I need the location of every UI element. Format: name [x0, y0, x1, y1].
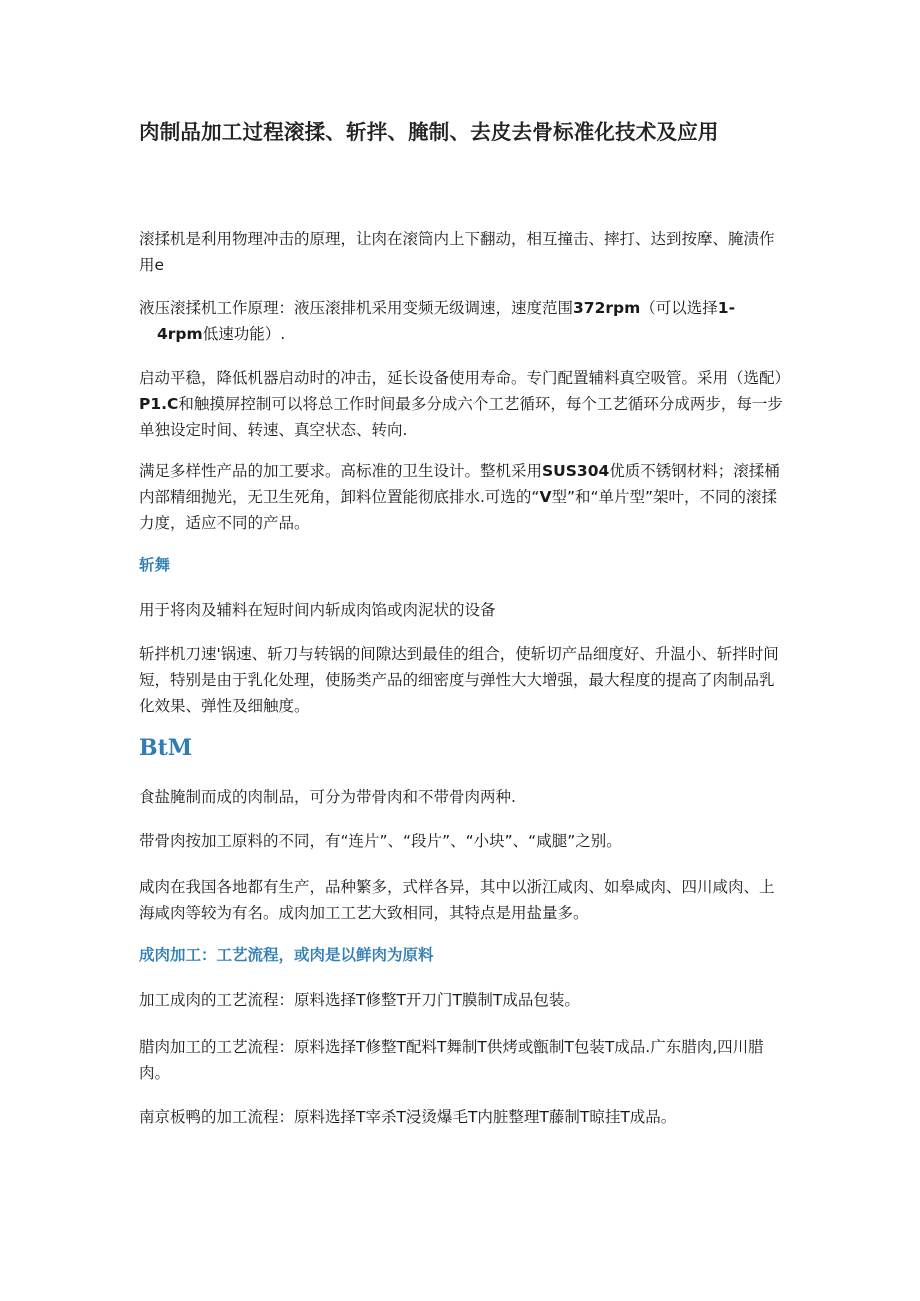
paragraph-salted-flow: 加工成肉的工艺流程：原料选择T修整T开刀门T膜制T成品包装。 [139, 991, 580, 1009]
paragraph-chopper-details: 斩拌机刀速'锅速、斩刀与转锅的间隙达到最佳的组合，使斩切产品细度好、升温小、斩拌时间短，特别是由于乳化处理，使肠类产品的细密度与弹性大大增强，最大程度的提高了肉制品乳化效果、弹性及细触度。 [139, 645, 779, 715]
paragraph-bacon-flow: 腊肉加工的工艺流程：原料选择T修整T配料T舞制T供烤或甑制T包装T成品.广东腊肉,四川腊肉。 [139, 1038, 764, 1082]
text-segment: 和触摸屏控制可以将总工作时间最多分成六个工艺循环，每个工艺循环分成两步，每一步单独设定时间、转速、真空状态、转向. [139, 395, 783, 439]
v-type: V [539, 488, 552, 506]
low-speed-value: 4rpm [157, 325, 203, 343]
text-segment: 低速功能）. [202, 325, 286, 343]
material-grade: SUS304 [542, 462, 610, 480]
paragraph-duck-flow: 南京板鸭的加工流程：原料选择T宰杀T浸烫爆毛T内脏整理T藤制T晾挂T成品。 [139, 1108, 677, 1126]
speed-range: 372rpm [573, 299, 641, 317]
paragraph-tumbler-principle: 滚揉机是利用物理冲击的原理，让肉在滚筒内上下翻动，相互撞击、摔打、达到按摩、腌渍作用e [139, 230, 775, 274]
paragraph-cured-meat: 食盐腌制而成的肉制品，可分为带骨肉和不带骨肉两种. [139, 788, 516, 806]
low-speed-start: 1- [717, 299, 735, 317]
plc-label: P1.C [139, 395, 179, 413]
text-segment: 启动平稳，降低机器启动时的冲击，延长设备使用寿命。专门配置辅料真空吸管。采用（选配） [139, 369, 791, 387]
paragraph-hygiene [139, 458, 784, 536]
text-segment: 型”和“单片型”架叶，不同的滚揉力度，适应不同的产品。 [139, 488, 778, 532]
paragraph-chopper-purpose: 用于将肉及辅料在短时间内斩成肉馅或肉泥状的设备 [139, 601, 496, 619]
indented-line [139, 321, 784, 347]
text-segment: 液压滚揉机工作原理：液压滚排机采用变频无级调速，速度范围 [139, 299, 574, 317]
paragraph-startup [139, 365, 791, 443]
text-segment: 优质不锈钢材料；滚揉桶内部精细抛光，无卫生死角，卸料位置能彻底排水.可选的“ [139, 462, 780, 506]
text-segment: （可以选择 [640, 299, 718, 317]
heading-curing: BtM [139, 735, 193, 761]
paragraph-hydraulic-tumbler [139, 295, 784, 347]
document-title: 肉制品加工过程滚揉、斩拌、腌制、去皮去骨标准化技术及应用 [139, 120, 719, 144]
heading-chopping: 斩舞 [139, 556, 171, 574]
paragraph-salted-meat: 咸肉在我国各地都有生产，品种繁多，式样各异，其中以浙江咸肉、如皋咸肉、四川咸肉、上海咸肉等较为有名。成肉加工工艺大致相同，其特点是用盐量多。 [139, 878, 775, 922]
paragraph-bone-in: 带骨肉按加工原料的不同，有“连片”、“段片”、“小块”、“咸腿”之别。 [139, 832, 622, 850]
text-segment: 满足多样性产品的加工要求。高标准的卫生设计。整机采用 [139, 462, 543, 480]
heading-salted-process: 成肉加工：工艺流程，或肉是以鲜肉为原料 [139, 946, 434, 964]
